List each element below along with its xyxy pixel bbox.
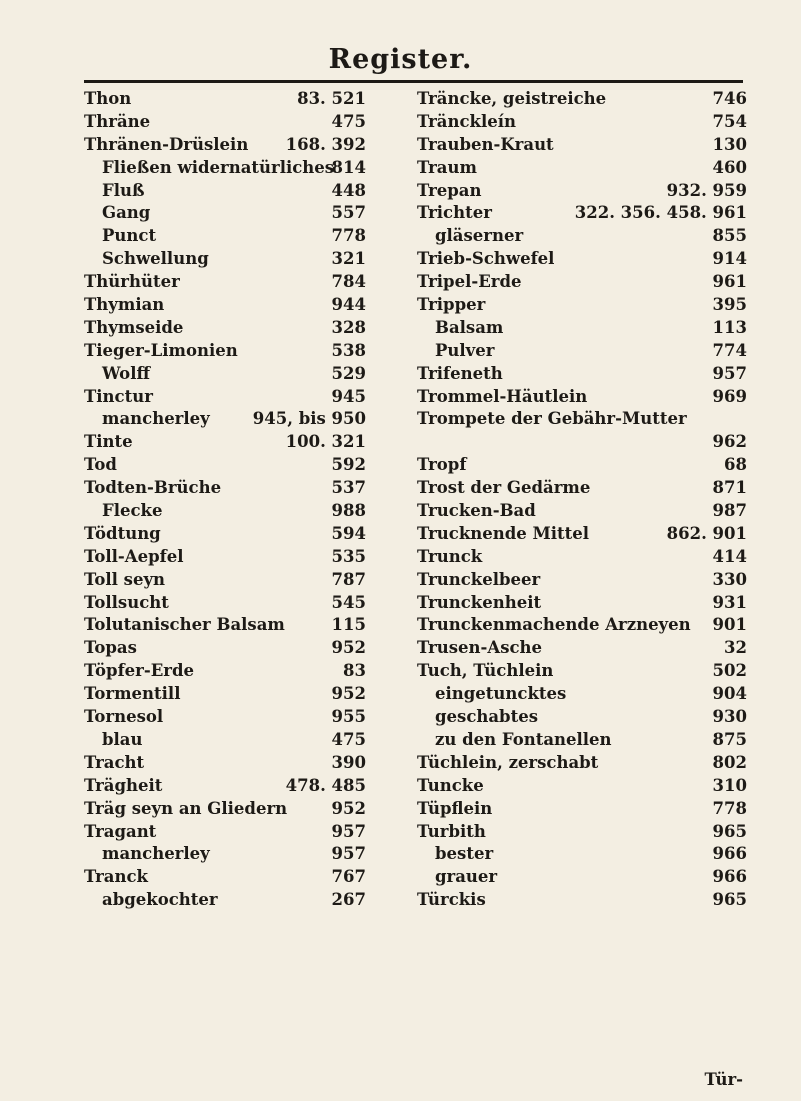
entry-page-number: 957 bbox=[331, 821, 366, 841]
entry-term: Toll-Aepfel bbox=[84, 546, 184, 566]
entry-term: gläserner bbox=[435, 226, 524, 246]
entry-page-number: 594 bbox=[331, 523, 366, 543]
entry-term: Wolff bbox=[102, 363, 151, 383]
index-entry bbox=[417, 431, 747, 454]
entry-term: Trepan bbox=[417, 180, 482, 200]
entry-page-number: 931 bbox=[712, 592, 747, 612]
entry-term: Trägheit bbox=[84, 775, 163, 795]
index-entry bbox=[417, 454, 747, 477]
entry-page-number: 774 bbox=[712, 340, 747, 360]
index-entry bbox=[417, 592, 747, 615]
entry-term: mancherley bbox=[102, 844, 210, 864]
entry-term: grauer bbox=[435, 867, 498, 887]
entry-term: Toll seyn bbox=[84, 569, 166, 589]
entry-term: Thürhüter bbox=[84, 272, 180, 292]
entry-page-number: 965 bbox=[712, 821, 747, 841]
entry-page-number: 961 bbox=[712, 272, 747, 292]
entry-page-number: 328 bbox=[331, 317, 366, 337]
entry-page-number: 957 bbox=[712, 363, 747, 383]
entry-term: Trost der Gedärme bbox=[417, 478, 591, 498]
entry-page-number: 478. 485 bbox=[285, 775, 366, 795]
entry-page-number: 32 bbox=[724, 638, 747, 658]
entry-page-number: 68 bbox=[724, 455, 747, 475]
header-rule bbox=[84, 80, 743, 83]
index-entry bbox=[84, 248, 366, 271]
index-entry bbox=[84, 317, 366, 340]
entry-term: Tuch, Tüchlein bbox=[417, 661, 554, 681]
entry-page-number: 535 bbox=[331, 546, 366, 566]
entry-page-number: 460 bbox=[712, 157, 747, 177]
entry-page-number: 944 bbox=[331, 295, 366, 315]
entry-page-number: 814 bbox=[331, 157, 366, 177]
entry-term: bester bbox=[435, 844, 494, 864]
index-entry bbox=[417, 660, 747, 683]
entry-page-number: 862. 901 bbox=[666, 523, 747, 543]
index-entry bbox=[84, 225, 366, 248]
index-entry bbox=[84, 798, 366, 821]
catchword: Tür- bbox=[704, 1070, 743, 1089]
entry-page-number: 962 bbox=[712, 432, 747, 452]
index-entry bbox=[84, 363, 366, 386]
entry-term: Tinctur bbox=[84, 386, 153, 406]
entry-term: Gang bbox=[102, 203, 151, 223]
entry-page-number: 966 bbox=[712, 844, 747, 864]
index-entry bbox=[84, 523, 366, 546]
index-entry bbox=[417, 340, 747, 363]
entry-term: Tormentill bbox=[84, 684, 181, 704]
index-entry bbox=[417, 569, 747, 592]
entry-page-number: 130 bbox=[712, 134, 747, 154]
entry-term: Thräne bbox=[84, 111, 151, 131]
entry-term: Träg seyn an Gliedern bbox=[84, 798, 288, 818]
entry-page-number: 321 bbox=[331, 249, 366, 269]
entry-term: Tranck bbox=[84, 867, 148, 887]
entry-page-number: 330 bbox=[712, 569, 747, 589]
index-entry bbox=[417, 294, 747, 317]
index-entry bbox=[417, 500, 747, 523]
entry-term: Trunckenmachende Arzneyen bbox=[417, 615, 691, 635]
entry-page-number: 395 bbox=[712, 295, 747, 315]
entry-page-number: 83 bbox=[343, 661, 366, 681]
index-entry bbox=[84, 111, 366, 134]
entry-page-number: 448 bbox=[331, 180, 366, 200]
index-entry bbox=[417, 271, 747, 294]
index-entry bbox=[417, 798, 747, 821]
left-column bbox=[84, 88, 366, 912]
entry-page-number: 930 bbox=[712, 707, 747, 727]
index-entry bbox=[84, 843, 366, 866]
index-entry bbox=[84, 614, 366, 637]
entry-term: Punct bbox=[102, 226, 157, 246]
entry-term: Thon bbox=[84, 89, 132, 108]
index-entry bbox=[84, 340, 366, 363]
entry-term: Trieb-Schwefel bbox=[417, 249, 555, 269]
index-entry bbox=[84, 157, 366, 180]
index-entry bbox=[84, 637, 366, 660]
index-entry bbox=[84, 660, 366, 683]
index-entry bbox=[84, 706, 366, 729]
entry-term: Topas bbox=[84, 638, 137, 658]
entry-page-number: 945 bbox=[331, 386, 366, 406]
index-entry bbox=[417, 248, 747, 271]
index-entry bbox=[417, 225, 747, 248]
entry-term: Trunckelbeer bbox=[417, 569, 541, 589]
entry-term: Trunck bbox=[417, 546, 483, 566]
index-entry bbox=[417, 866, 747, 889]
entry-term: Fließen widernatürliches bbox=[102, 157, 335, 177]
index-entry bbox=[84, 866, 366, 889]
entry-page-number: 475 bbox=[331, 729, 366, 749]
entry-page-number: 322. 356. 458. 961 bbox=[574, 203, 747, 223]
entry-page-number: 537 bbox=[331, 478, 366, 498]
entry-term: Thymseide bbox=[84, 317, 184, 337]
entry-page-number: 529 bbox=[331, 363, 366, 383]
entry-page-number: 787 bbox=[331, 569, 366, 589]
entry-page-number: 784 bbox=[331, 272, 366, 292]
index-entry bbox=[417, 408, 747, 431]
entry-page-number: 969 bbox=[712, 386, 747, 406]
entry-term: Türckis bbox=[417, 890, 486, 910]
index-entry bbox=[417, 157, 747, 180]
index-entry bbox=[417, 706, 747, 729]
entry-page-number: 267 bbox=[331, 890, 366, 910]
entry-term: Tränckleín bbox=[417, 111, 516, 131]
entry-page-number: 965 bbox=[712, 890, 747, 910]
entry-page-number: 875 bbox=[712, 729, 747, 749]
index-entry bbox=[417, 202, 747, 225]
entry-page-number: 115 bbox=[331, 615, 366, 635]
index-entry bbox=[84, 592, 366, 615]
index-entry bbox=[84, 729, 366, 752]
index-entry bbox=[417, 180, 747, 203]
index-entry bbox=[84, 775, 366, 798]
index-entry bbox=[84, 271, 366, 294]
index-entry bbox=[84, 477, 366, 500]
entry-page-number: 538 bbox=[331, 340, 366, 360]
entry-term: Tuncke bbox=[417, 775, 484, 795]
entry-page-number: 952 bbox=[331, 798, 366, 818]
entry-page-number: 952 bbox=[331, 684, 366, 704]
index-entry bbox=[417, 889, 747, 912]
entry-term: Trichter bbox=[417, 203, 492, 223]
right-column bbox=[417, 88, 747, 912]
index-entry bbox=[417, 134, 747, 157]
index-entry bbox=[84, 500, 366, 523]
entry-page-number: 557 bbox=[331, 203, 366, 223]
index-entry bbox=[84, 386, 366, 409]
entry-term: Tödtung bbox=[84, 523, 161, 543]
entry-term: Tollsucht bbox=[84, 592, 169, 612]
entry-term: Todten-Brüche bbox=[84, 478, 222, 498]
index-entry bbox=[84, 88, 366, 111]
entry-term: Tripel-Erde bbox=[417, 272, 522, 292]
entry-page-number: 113 bbox=[712, 317, 747, 337]
entry-term: Flecke bbox=[102, 501, 163, 521]
index-entry bbox=[84, 889, 366, 912]
entry-term: Thymian bbox=[84, 295, 165, 315]
index-entry bbox=[84, 683, 366, 706]
index-entry bbox=[417, 477, 747, 500]
index-entry bbox=[84, 454, 366, 477]
entry-page-number: 904 bbox=[712, 684, 747, 704]
entry-page-number: 83. 521 bbox=[297, 89, 366, 108]
entry-page-number: 767 bbox=[331, 867, 366, 887]
entry-term: Trunckenheit bbox=[417, 592, 542, 612]
index-entry bbox=[84, 431, 366, 454]
entry-page-number: 502 bbox=[712, 661, 747, 681]
entry-page-number: 754 bbox=[712, 111, 747, 131]
entry-term: Tränckе, geistreiche bbox=[417, 89, 607, 108]
entry-term: Tinte bbox=[84, 432, 133, 452]
entry-page-number: 901 bbox=[712, 615, 747, 635]
entry-page-number: 988 bbox=[331, 501, 366, 521]
entry-term: Tornesol bbox=[84, 707, 164, 727]
index-entry bbox=[84, 294, 366, 317]
entry-term: mancherley bbox=[102, 409, 210, 429]
index-entry bbox=[417, 386, 747, 409]
entry-page-number: 802 bbox=[712, 752, 747, 772]
entry-page-number: 168. 392 bbox=[285, 134, 366, 154]
entry-page-number: 592 bbox=[331, 455, 366, 475]
entry-term: Trompete der Gebähr-Mutter bbox=[417, 409, 687, 429]
entry-page-number: 100. 321 bbox=[285, 432, 366, 452]
index-entry bbox=[417, 88, 747, 111]
index-entry bbox=[417, 752, 747, 775]
entry-page-number: 914 bbox=[712, 249, 747, 269]
entry-page-number: 955 bbox=[331, 707, 366, 727]
entry-page-number: 945, bis 950 bbox=[252, 409, 366, 429]
entry-term: Tüchlein, zerschabt bbox=[417, 752, 599, 772]
entry-page-number: 746 bbox=[712, 89, 747, 108]
index-entry bbox=[84, 546, 366, 569]
index-entry bbox=[84, 752, 366, 775]
index-entry bbox=[417, 546, 747, 569]
entry-term: Thränen-Drüslein bbox=[84, 134, 249, 154]
entry-page-number: 310 bbox=[712, 775, 747, 795]
index-entry bbox=[84, 180, 366, 203]
entry-term: Turbith bbox=[417, 821, 486, 841]
index-entry bbox=[84, 202, 366, 225]
entry-term: Traum bbox=[417, 157, 477, 177]
entry-page-number: 987 bbox=[712, 501, 747, 521]
entry-term: geschabtes bbox=[435, 707, 539, 727]
index-entry bbox=[417, 683, 747, 706]
entry-term: Tieger-Limonien bbox=[84, 340, 238, 360]
entry-term: Trusen-Asche bbox=[417, 638, 543, 658]
index-entry bbox=[417, 363, 747, 386]
entry-term: Tropf bbox=[417, 455, 467, 475]
entry-page-number: 778 bbox=[331, 226, 366, 246]
entry-term: blau bbox=[102, 729, 143, 749]
entry-term: Trifeneth bbox=[417, 363, 503, 383]
entry-term: eingetuncktes bbox=[435, 684, 567, 704]
entry-term: Tod bbox=[84, 455, 117, 475]
entry-term: abgekochter bbox=[102, 890, 218, 910]
index-entry bbox=[417, 843, 747, 866]
index-entry bbox=[84, 134, 366, 157]
index-entry bbox=[417, 729, 747, 752]
index-entry bbox=[417, 317, 747, 340]
entry-page-number: 778 bbox=[712, 798, 747, 818]
index-entry bbox=[84, 821, 366, 844]
entry-term: Trauben-Kraut bbox=[417, 134, 554, 154]
entry-page-number: 475 bbox=[331, 111, 366, 131]
entry-page-number: 855 bbox=[712, 226, 747, 246]
entry-term: Tragant bbox=[84, 821, 157, 841]
entry-page-number: 390 bbox=[331, 752, 366, 772]
entry-term: Trommel-Häutlein bbox=[417, 386, 588, 406]
entry-term: Tüpflein bbox=[417, 798, 493, 818]
entry-page-number: 414 bbox=[712, 546, 747, 566]
entry-page-number: 871 bbox=[712, 478, 747, 498]
entry-term: Trucken-Bad bbox=[417, 501, 536, 521]
entry-term: Tracht bbox=[84, 752, 145, 772]
entry-term: Trucknende Mittel bbox=[417, 523, 590, 543]
entry-page-number: 545 bbox=[331, 592, 366, 612]
index-entry bbox=[417, 111, 747, 134]
entry-term: Schwellung bbox=[102, 249, 209, 269]
entry-page-number: 952 bbox=[331, 638, 366, 658]
entry-term: Tolutanischer Balsam bbox=[84, 615, 285, 635]
index-entry bbox=[417, 637, 747, 660]
index-entry bbox=[417, 775, 747, 798]
entry-page-number: 932. 959 bbox=[666, 180, 747, 200]
entry-page-number: 966 bbox=[712, 867, 747, 887]
index-entry bbox=[84, 569, 366, 592]
index-entry bbox=[417, 523, 747, 546]
entry-term: Fluß bbox=[102, 180, 145, 200]
index-entry bbox=[417, 821, 747, 844]
page-header: Register. bbox=[328, 44, 473, 75]
entry-term: Tripper bbox=[417, 295, 486, 315]
entry-term: zu den Fontanellen bbox=[435, 729, 612, 749]
entry-page-number: 957 bbox=[331, 844, 366, 864]
entry-term: Töpfer-Erde bbox=[84, 661, 195, 681]
entry-term: Balsam bbox=[435, 317, 504, 337]
index-entry bbox=[84, 408, 366, 431]
index-entry bbox=[417, 614, 747, 637]
entry-term: Pulver bbox=[435, 340, 495, 360]
